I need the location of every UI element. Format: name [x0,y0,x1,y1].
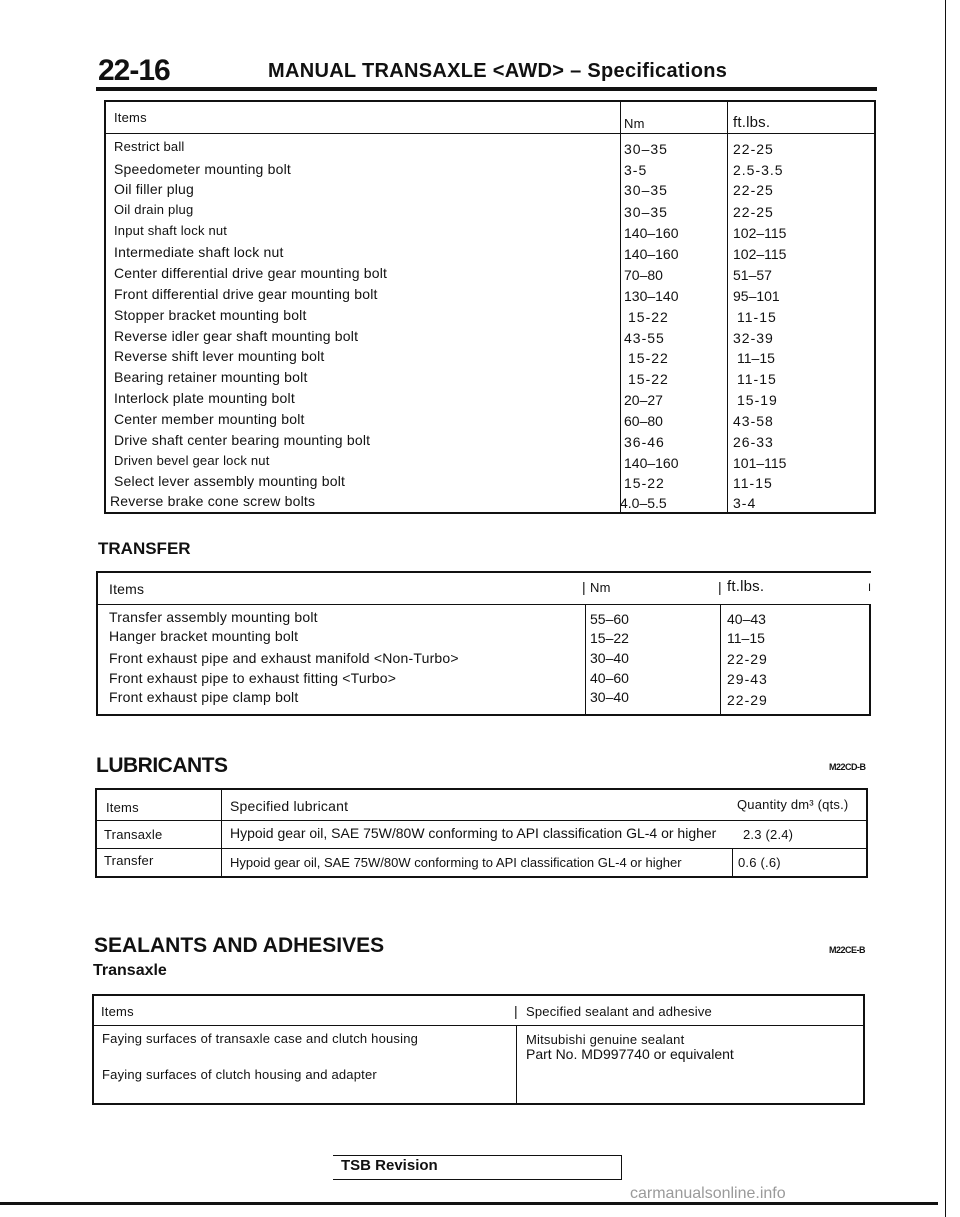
lubricants-heading: LUBRICANTS [96,754,228,777]
torque-header-ftlbs: ft.lbs. [733,114,771,131]
transfer-header-items: Items [109,581,145,597]
watermark: carmanualsonline.info [630,1185,786,1202]
header-rule [96,87,877,91]
tsb-revision-box [333,1155,622,1180]
sealants-code: M22CE-B [829,945,866,955]
lub-header-lubricant: Specified lubricant [230,798,349,814]
transfer-header-nm: Nm [590,580,611,595]
tsb-underline [333,1155,621,1156]
transfer-header-sep1: | [582,579,586,595]
page-edge-line [945,0,946,1217]
page-number: 22-16 [98,54,170,87]
sealants-heading: SEALANTS AND ADHESIVES [94,934,385,957]
torque-header-items: Items [114,110,147,125]
list-item: Faying surfaces of transaxle case and clutch housing [102,1031,419,1046]
sealant-header-sep2: I [862,1007,866,1019]
sealants-subheading: Transaxle [93,962,167,979]
sealant-header-sealant: Specified sealant and adhesive [526,1004,712,1019]
lubricants-code: M22CD-B [829,762,866,772]
transfer-header-sep2: | [718,579,722,595]
lub-header-items: Items [106,800,139,815]
sealant-header-items: Items [101,1004,134,1019]
sealant-header-sep0: | [91,1001,96,1018]
torque-header-nm: Nm [624,116,645,131]
lub-header-quantity: Quantity dm³ (qts.) [737,797,849,812]
transfer-heading: TRANSFER [98,539,191,558]
transfer-header-sep3: I [868,582,872,594]
sealant-line-2: Part No. MD997740 or equivalent [526,1046,734,1062]
sealant-header-sep1: | [514,1003,518,1019]
tsb-revision-label: TSB Revision [341,1157,438,1174]
sealant-line-1: Mitsubishi genuine sealant [526,1032,685,1047]
page-title: MANUAL TRANSAXLE <AWD> – Specifications [268,60,728,82]
list-item: Faying surfaces of clutch housing and adapter [102,1067,377,1082]
footer-rule [0,1202,938,1205]
transfer-header-ftlbs: ft.lbs. [727,578,765,595]
